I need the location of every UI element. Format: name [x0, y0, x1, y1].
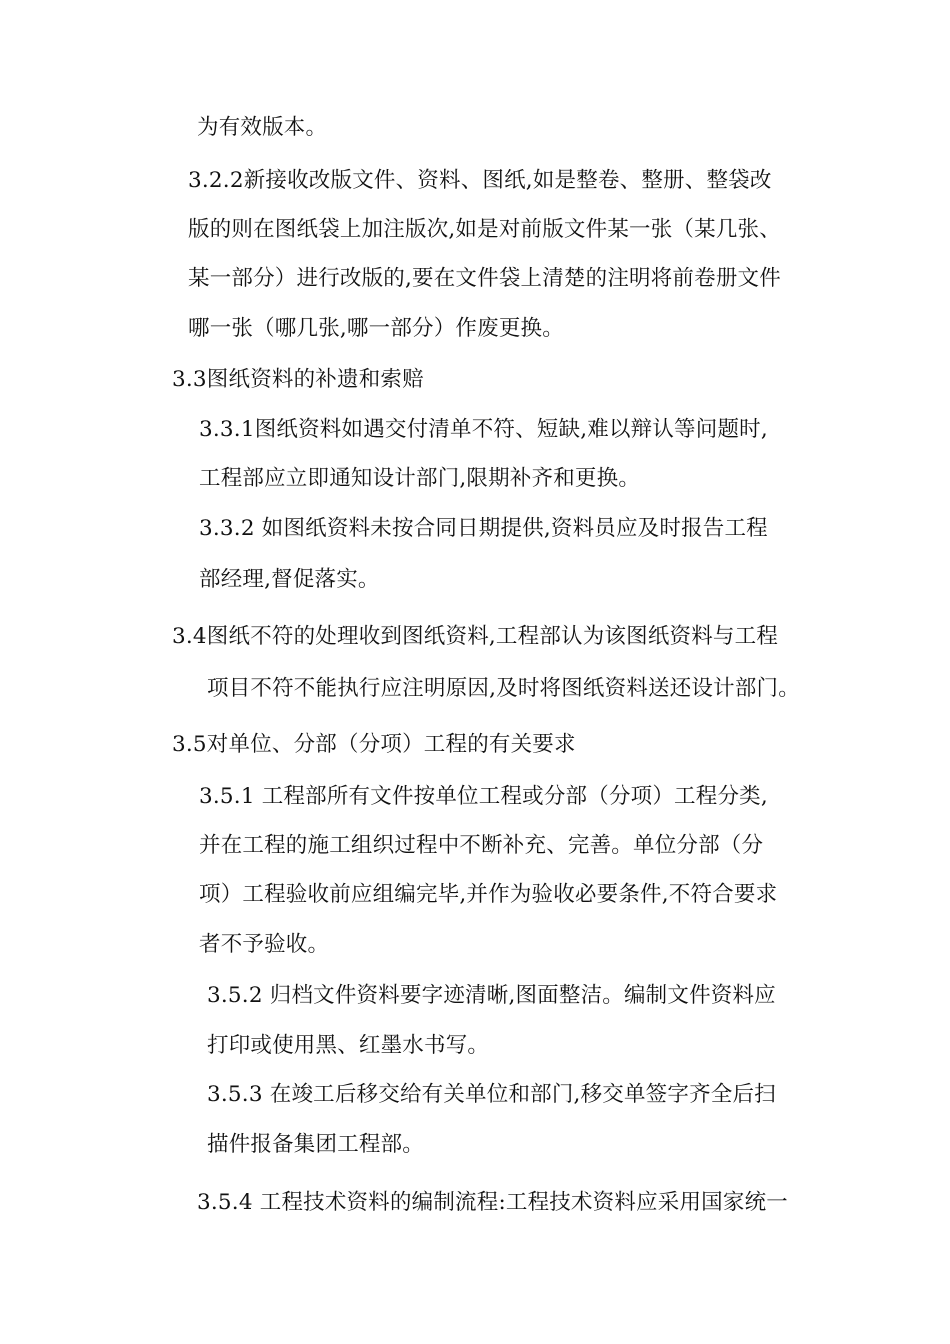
section-heading: 3.3图纸资料的补遗和索赔: [172, 367, 424, 392]
text-line: 打印或使用黑、红墨水书写。: [207, 1033, 490, 1058]
text-line: 哪一张（哪几张,哪一部分）作废更换。: [188, 316, 564, 341]
section-heading: 3.4图纸不符的处理收到图纸资料,工程部认为该图纸资料与工程: [172, 624, 779, 649]
text-line: 3.2.2新接收改版文件、资料、图纸,如是整卷、整册、整袋改: [188, 168, 772, 193]
text-line: 部经理,督促落实。: [199, 567, 380, 592]
text-line: 工程部应立即通知设计部门,限期补齐和更换。: [199, 466, 641, 491]
text-line: 并在工程的施工组织过程中不断补充、完善。单位分部（分: [199, 833, 764, 858]
text-line: 3.3.1图纸资料如遇交付清单不符、短缺,难以辩认等问题时,: [199, 417, 768, 442]
text-line: 者不予验收。: [199, 932, 330, 957]
text-line: 3.5.3 在竣工后移交给有关单位和部门,移交单签字齐全后扫: [207, 1082, 776, 1107]
text-line: 项）工程验收前应组编完毕,并作为验收必要条件,不符合要求: [199, 882, 778, 907]
text-line: 某一部分）进行改版的,要在文件袋上清楚的注明将前卷册文件: [188, 266, 781, 291]
text-line: 3.5.1 工程部所有文件按单位工程或分部（分项）工程分类,: [199, 784, 768, 809]
text-line: 项目不符不能执行应注明原因,及时将图纸资料送还设计部门。: [207, 676, 800, 701]
text-line: 3.5.4 工程技术资料的编制流程:工程技术资料应采用国家统一: [197, 1190, 788, 1215]
section-heading: 3.5对单位、分部（分项）工程的有关要求: [172, 732, 576, 757]
text-line: 描件报备集团工程部。: [207, 1132, 425, 1157]
text-line: 为有效版本。: [197, 115, 328, 140]
text-line: 3.5.2 归档文件资料要字迹清晰,图面整洁。编制文件资料应: [207, 983, 776, 1008]
text-line: 3.3.2 如图纸资料未按合同日期提供,资料员应及时报告工程: [199, 516, 768, 541]
text-line: 版的则在图纸袋上加注版次,如是对前版文件某一张（某几张、: [188, 217, 781, 242]
